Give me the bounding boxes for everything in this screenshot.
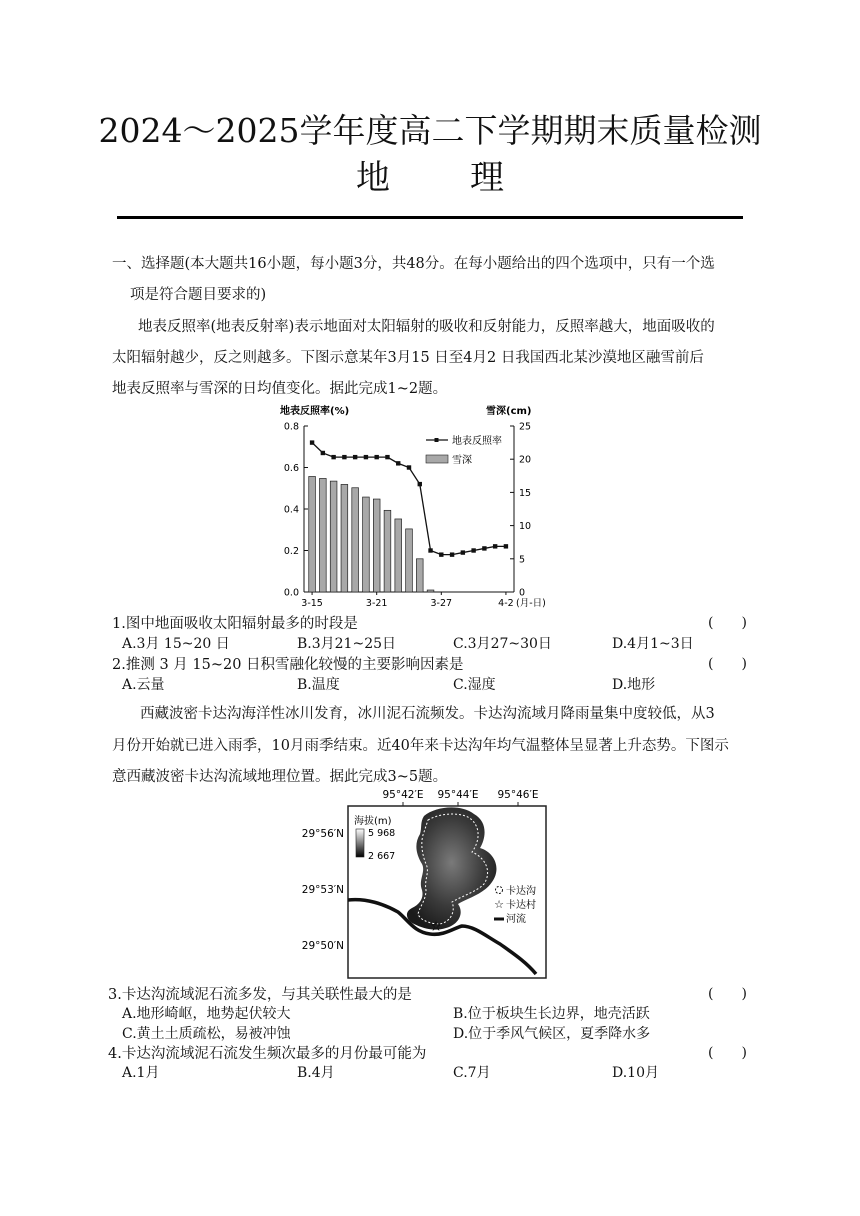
snow-depth-bar	[320, 478, 327, 592]
snow-depth-bar	[309, 476, 316, 592]
legend-village: 卡达村	[506, 900, 536, 911]
snow-depth-bar	[352, 488, 359, 592]
q4-option-c: C.7月	[453, 1065, 491, 1081]
y-right-tick-label: 20	[519, 454, 532, 466]
lon-label-3: 95°46′E	[497, 789, 539, 801]
albedo-point	[364, 455, 368, 459]
y-right-title: 雪深(cm)	[486, 406, 532, 417]
albedo-point	[385, 455, 389, 459]
elevation-colorbar	[356, 829, 364, 857]
elevation-min: 2 667	[368, 851, 396, 862]
snow-depth-bar	[330, 481, 337, 592]
q3-answer-paren: ( )	[708, 986, 747, 1002]
albedo-point	[482, 546, 486, 550]
y-right-tick-label: 0	[519, 587, 526, 599]
subject-title	[0, 150, 860, 199]
q1-option-b: B.3月21~25日	[297, 636, 397, 652]
albedo-snow-chart	[270, 398, 570, 616]
y-left-tick-label: 0.8	[283, 421, 299, 433]
q2-option-a: A.云量	[122, 677, 165, 693]
q1-option-d: D.4月1~3日	[612, 636, 694, 652]
snow-depth-bar	[416, 559, 423, 592]
lat-label-1: 29°56′N	[301, 828, 344, 840]
passage1-line1: 地表反照率(地表反射率)表示地面对太阳辐射的吸收和反射能力，反照率越大，地面吸收的	[138, 319, 715, 335]
x-tick-label: 3-15	[301, 598, 323, 609]
legend-snow-label: 雪深	[452, 455, 472, 466]
q4-option-b: B.4月	[297, 1065, 335, 1081]
snow-depth-bar	[384, 510, 391, 592]
q3-option-b: B.位于板块生长边界，地壳活跃	[453, 1006, 650, 1022]
q3-option-d: D.位于季风气候区，夏季降水多	[453, 1026, 651, 1042]
y-right-tick-label: 10	[519, 521, 532, 533]
y-left-tick-label: 0.6	[283, 463, 299, 474]
albedo-point	[450, 552, 454, 556]
snow-depth-bar	[395, 519, 402, 592]
title-rule	[117, 216, 743, 219]
subject-char-1: 地	[356, 158, 390, 198]
passage1-line2: 太阳辐射越少，反之则越多。下图示意某年3月15 日至4月2 日我国西北某沙漠地区融雪前后	[112, 350, 704, 366]
y-left-title: 地表反照率(%)	[280, 406, 350, 417]
albedo-point	[504, 544, 508, 548]
q2-stem: 2.推测 3 月 15~20 日积雪融化较慢的主要影响因素是	[112, 657, 464, 673]
q3-option-c: C.黄土土质疏松，易被冲蚀	[122, 1026, 291, 1042]
elevation-legend-title: 海拔(m)	[354, 816, 392, 827]
legend-river: 河流	[506, 914, 526, 925]
q1-answer-paren: ( )	[708, 615, 747, 631]
snow-depth-bar	[427, 590, 434, 592]
passage2-line2: 月份开始就已进入雨季，10月雨季结束。近40年来卡达沟年均气温整体呈显著上升态势。下图示	[112, 738, 729, 754]
snow-depth-bar	[373, 499, 380, 592]
albedo-point	[439, 552, 443, 556]
x-tick-label: 4-2	[498, 598, 514, 609]
legend-bar-swatch	[426, 455, 448, 463]
q1-stem: 1.图中地面吸收太阳辐射最多的时段是	[112, 616, 358, 632]
q4-option-a: A.1月	[122, 1065, 160, 1081]
albedo-point	[461, 550, 465, 554]
q4-option-d: D.10月	[612, 1065, 659, 1081]
albedo-point	[493, 544, 497, 548]
elevation-max: 5 968	[368, 828, 396, 839]
lat-label-2: 29°53′N	[301, 884, 344, 896]
q4-stem: 4.卡达沟流域泥石流发生频次最多的月份最可能为	[108, 1046, 427, 1062]
q2-option-b: B.温度	[297, 677, 340, 693]
albedo-point	[353, 455, 357, 459]
q3-option-a: A.地形崎岖，地势起伏较大	[122, 1006, 291, 1022]
x-tick-label: 3-21	[365, 598, 388, 609]
albedo-point	[407, 465, 411, 469]
subject-char-2: 理	[470, 158, 504, 198]
y-right-tick-label: 5	[519, 554, 526, 566]
q1-option-a: A.3月 15~20 日	[122, 636, 230, 652]
albedo-point	[428, 548, 432, 552]
q1-option-c: C.3月27~30日	[453, 636, 552, 652]
albedo-point	[418, 482, 422, 486]
albedo-point	[310, 440, 314, 444]
section-heading: 一、选择题(本大题共16小题，每小题3分，共48分。在每小题给出的四个选项中，只有一个选	[112, 256, 715, 272]
passage1-line3: 地表反照率与雪深的日均值变化。据此完成1~2题。	[112, 381, 448, 397]
exam-title: 2024～2025学年度高二下学期期末质量检测	[98, 111, 762, 150]
q4-answer-paren: ( )	[708, 1045, 747, 1061]
albedo-point	[396, 461, 400, 465]
y-left-tick-label: 0.0	[283, 587, 299, 599]
village-star-icon: ☆	[430, 919, 442, 933]
snow-depth-bar	[341, 484, 348, 592]
y-right-tick-label: 25	[519, 421, 532, 433]
albedo-point	[374, 455, 378, 459]
q2-option-d: D.地形	[612, 677, 656, 693]
passage2-line3: 意西藏波密卡达沟流域地理位置。据此完成3~5题。	[112, 769, 448, 785]
lon-label-2: 95°44′E	[437, 789, 479, 801]
lat-label-3: 29°50′N	[301, 940, 344, 952]
section-heading-cont: 项是符合题目要求的)	[130, 287, 267, 303]
snow-depth-bar	[406, 529, 413, 592]
albedo-point	[321, 451, 325, 455]
albedo-point	[342, 455, 346, 459]
legend-line-marker	[435, 438, 439, 442]
y-left-tick-label: 0.4	[283, 504, 299, 516]
q2-answer-paren: ( )	[708, 656, 747, 672]
snow-depth-bar	[363, 497, 370, 592]
legend-albedo-label: 地表反照率	[452, 436, 502, 447]
lon-label-1: 95°42′E	[382, 789, 424, 801]
x-tick-label: 3-27	[430, 598, 453, 609]
legend-star-icon: ☆	[494, 898, 504, 911]
y-right-tick-label: 15	[519, 487, 532, 499]
y-left-tick-label: 0.2	[283, 546, 299, 557]
legend-gully: 卡达沟	[506, 886, 536, 897]
q2-option-c: C.湿度	[453, 677, 496, 693]
albedo-point	[331, 455, 335, 459]
q3-stem: 3.卡达沟流域泥石流多发，与其关联性最大的是	[108, 987, 412, 1003]
albedo-point	[471, 548, 475, 552]
x-axis-unit: (月-日)	[516, 598, 546, 609]
kada-gully-map	[296, 786, 566, 982]
passage2-line1: 西藏波密卡达沟海洋性冰川发育，冰川泥石流频发。卡达沟流域月降雨量集中度较低，从3	[140, 706, 715, 722]
